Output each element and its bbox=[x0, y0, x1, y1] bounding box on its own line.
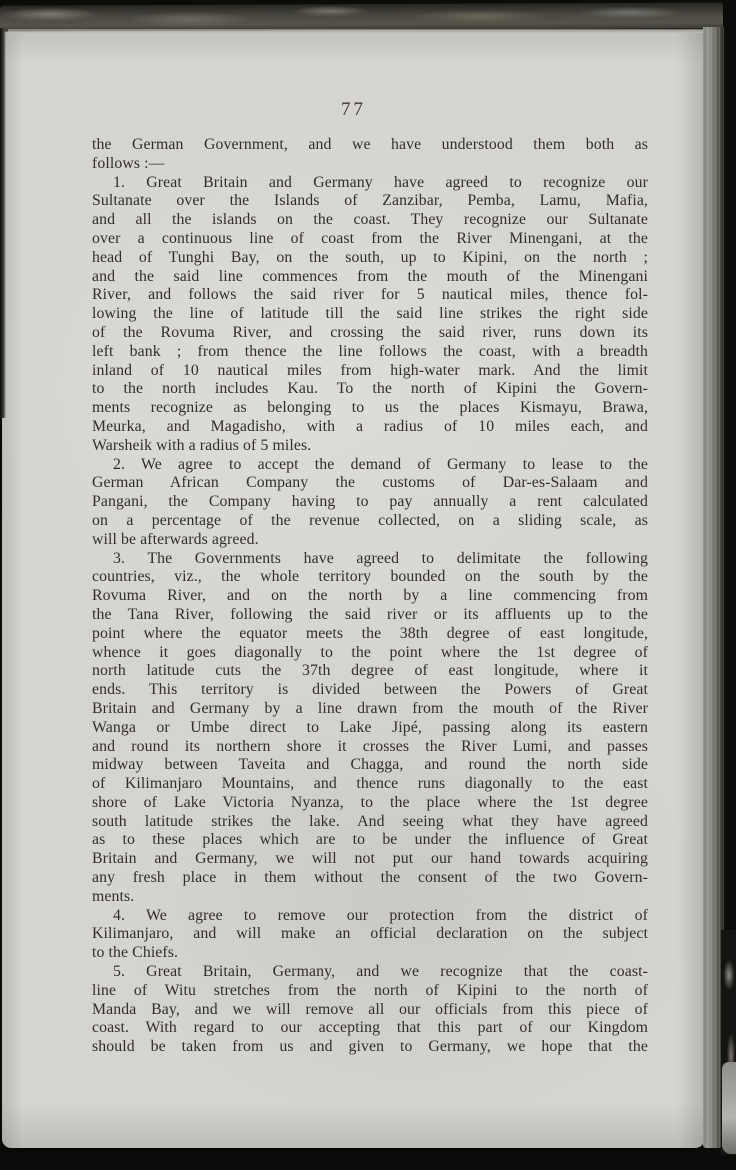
text-line: follows :— bbox=[92, 154, 165, 172]
text-line: German African Company the customs of Dar-es-Salaam and bbox=[92, 474, 648, 492]
page-number: 77 bbox=[341, 99, 366, 120]
text-line: line of Witu stretches from the north of Kipini to the north of bbox=[92, 981, 648, 999]
binding-edge-top bbox=[0, 2, 723, 31]
text-line: head of Tunghi Bay, on the south, up to Kipini, on the north ; bbox=[92, 248, 648, 266]
text-line: of Kilimanjaro Mountains, and thence runs diagonally to the east bbox=[92, 775, 648, 793]
text-line: ments recognize as belonging to us the places Kismayu, Brawa, bbox=[92, 399, 648, 417]
text-line: of the Rovuma River, and crossing the said river, runs down its bbox=[92, 323, 648, 341]
text-line: 4. We agree to remove our protection from the district of bbox=[113, 906, 648, 924]
text-line: as to these places which are to be under the influence of Great bbox=[92, 831, 648, 849]
text-line: countries, viz., the whole territory bounded on the south by the bbox=[92, 568, 648, 586]
gutter-shadow-left bbox=[0, 28, 6, 418]
text-line: point where the equator meets the 38th degree of east longitude, bbox=[92, 624, 648, 642]
text-line: Sultanate over the Islands of Zanzibar, Pemba, Lamu, Mafia, bbox=[92, 192, 648, 210]
text-line: on a percentage of the revenue collected, on a sliding scale, as bbox=[92, 511, 648, 529]
text-line: and round its northern shore it crosses the River Lumi, and passes bbox=[92, 737, 648, 755]
text-line: Manda Bay, and we will remove all our officials from this piece of bbox=[92, 1000, 648, 1018]
text-line: 1. Great Britain and Germany have agreed to recognize our bbox=[113, 173, 648, 191]
text-line: 2. We agree to accept the demand of Germany to lease to the bbox=[113, 455, 648, 473]
text-line: to the north includes Kau. To the north of Kipini the Govern- bbox=[92, 380, 648, 398]
text-line: south latitude strikes the lake. And seeing what they have agreed bbox=[92, 812, 648, 830]
text-line: the German Government, and we have understood them both as bbox=[92, 136, 648, 153]
text-line: shore of Lake Victoria Nyanza, to the place where the 1st degree bbox=[92, 793, 648, 811]
text-line: 3. The Governments have agreed to delimitate the following bbox=[113, 549, 648, 567]
text-line: Meurka, and Magadisho, with a radius of 10 miles each, and bbox=[92, 417, 648, 435]
text-block bbox=[92, 136, 648, 1057]
text-line: and the said line commences from the mouth of the Minengani bbox=[92, 267, 648, 285]
text-line: coast. With regard to our accepting that this part of our Kingdom bbox=[92, 1019, 648, 1037]
text-line: lowing the line of latitude till the said line strikes the right side bbox=[92, 305, 648, 323]
text-line: and all the islands on the coast. They recognize our Sultanate bbox=[92, 211, 648, 229]
text-line: 5. Great Britain, Germany, and we recognize that the coast- bbox=[113, 963, 648, 981]
text-line: whence it goes diagonally to the point where the 1st degree of bbox=[92, 643, 648, 661]
page-edge-highlight bbox=[8, 29, 708, 33]
text-line: Britain and Germany, we will not put our hand towards acquiring bbox=[92, 850, 648, 868]
text-line: ments. bbox=[92, 887, 135, 905]
text-line: inland of 10 nautical miles from high-water mark. And the limit bbox=[92, 361, 648, 379]
text-line: to the Chiefs. bbox=[92, 944, 179, 962]
text-line: left bank ; from thence the line follows the coast, with a breadth bbox=[92, 342, 648, 360]
text-line: Kilimanjaro, and will make an official declaration on the subject bbox=[92, 925, 648, 943]
text-line: midway between Taveita and Chagga, and round the north side bbox=[92, 756, 648, 774]
text-line: will be afterwards agreed. bbox=[92, 530, 259, 548]
text-line: the Tana River, following the said river or its affluents up to the bbox=[92, 605, 648, 623]
text-line: Wanga or Umbe direct to Lake Jipé, passing along its eastern bbox=[92, 718, 648, 736]
text-line: River, and follows the said river for 5 nautical miles, thence fol- bbox=[92, 286, 648, 304]
text-line: north latitude cuts the 37th degree of east longitude, where it bbox=[92, 662, 648, 680]
text-line: Warsheik with a radius of 5 miles. bbox=[92, 436, 312, 454]
page-stack-highlight bbox=[722, 1062, 736, 1154]
text-line: Pangani, the Company having to pay annually a rent calculated bbox=[92, 493, 648, 511]
text-line: should be taken from us and given to Germany, we hope that the bbox=[92, 1038, 648, 1056]
text-line: Britain and Germany by a line drawn from the mouth of the River bbox=[92, 699, 648, 717]
text-line: over a continuous line of coast from the River Minengani, at the bbox=[92, 229, 648, 247]
text-line: Rovuma River, and on the north by a line commencing from bbox=[92, 587, 648, 605]
text-line: ends. This territory is divided between the Powers of Great bbox=[92, 681, 648, 699]
text-line: any fresh place in them without the consent of the two Govern- bbox=[92, 869, 648, 887]
